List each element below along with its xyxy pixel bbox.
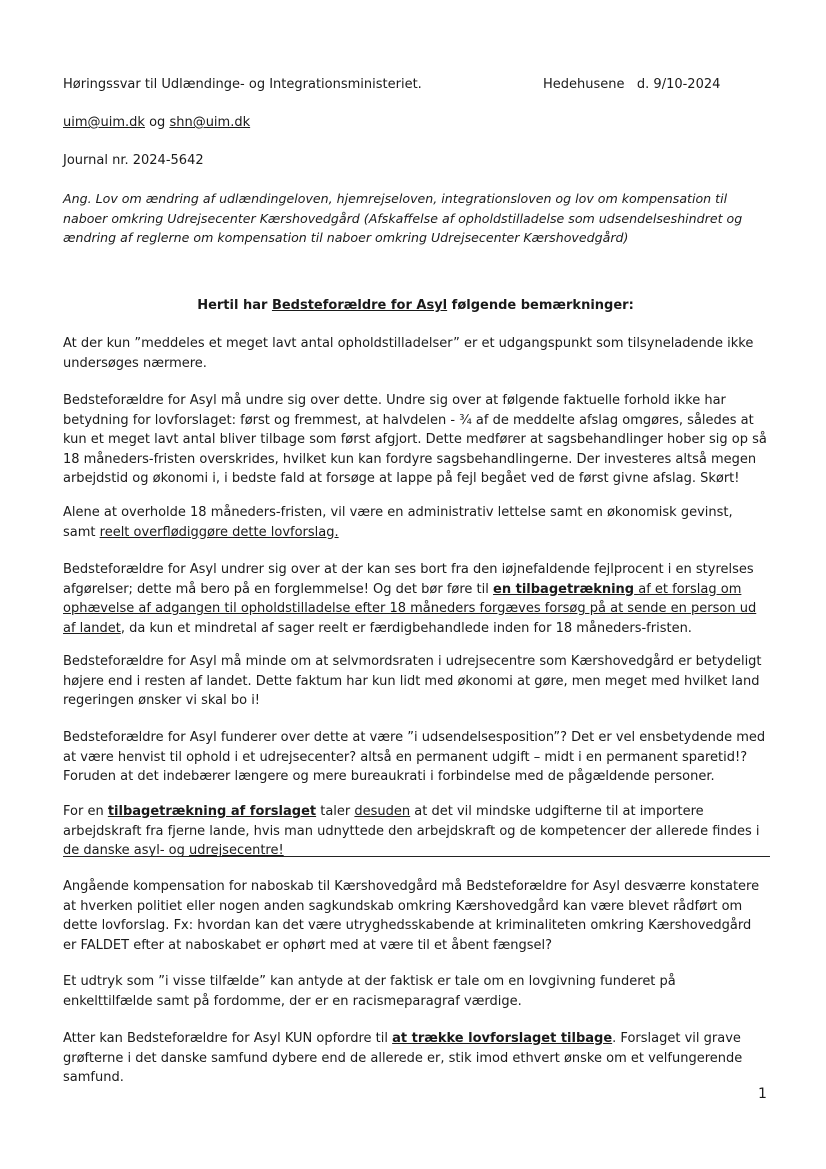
place-date: Hedehusene d. 9/10-2024 — [543, 77, 721, 92]
heading-pre: Hertil har — [197, 298, 272, 313]
paragraph-6: Bedsteforældre for Asyl funderer over dette at være ”i udsendelsesposition”? Det er vel ensbetydende med at være henvist til ophold i et udrejsecenter? altså en permanent udgift – midt i en permanent sparetid!? Foruden at det indebærer længere og mere bureaukrati i forbindelse med de pågældende personer. — [63, 730, 766, 784]
email-separator: og — [144, 115, 170, 130]
p7-underlined: desuden — [354, 804, 411, 819]
p3-text: Alene at overholde 18 måneders-fristen, vil være en administrativ lettelse samt en økonomisk gevinst, samt — [63, 505, 733, 540]
paragraph-9: Et udtryk som ”i visse tilfælde” kan antyde at der faktisk er tale om en lovgivning funderet på enkelttilfælde samt på fordomme, der er en racismeparagraf værdige. — [63, 974, 676, 1009]
paragraph-10 — [63, 1029, 768, 1088]
heading-post: følgende bemærkninger: — [447, 298, 634, 313]
paragraph-4 — [63, 560, 768, 638]
p3-underlined: reelt overflødiggøre dette lovforslag. — [99, 524, 339, 540]
paragraph-1: At der kun ”meddeles et meget lavt antal opholdstilladelser” er et udgangspunkt som tilsyneladende ikke undersøges nærmere. — [63, 336, 754, 371]
email-line — [63, 113, 250, 133]
email-link-shn[interactable]: shn@uim.dk — [169, 115, 251, 130]
paragraph-8: Angående kompensation for naboskab til Kærshovedgård må Bedsteforældre for Asyl desværre konstatere at hverken politiet eller nogen anden sagkundskab omkring Kærshovedgård kan være blevet rådført om dette lovforslag. Fx: hvordan kan det være utryghedsskabende at kriminaliteten omkring Kærshovedgård er FALDET efter at naboskabet er ophørt med at være til et åbent fængsel? — [63, 879, 760, 953]
paragraph-7 — [63, 802, 768, 861]
journal-number: Journal nr. 2024-5642 — [63, 153, 204, 168]
p4-bold: en tilbagetrækning — [493, 581, 635, 597]
p4-underlined: af et forslag om ophævelse af adgangen til opholdstilladelse efter 18 måneders forgæves forsøg på at sende en person ud af landet — [63, 581, 757, 636]
p10-bold: at trække lovforslaget tilbage — [392, 1031, 613, 1046]
page-number: 1 — [758, 1086, 767, 1102]
p7-underlined-end: udrejsecentre! — [189, 843, 284, 858]
p7-text: For en — [63, 804, 108, 819]
recipient-line: Høringssvar til Udlændinge- og Integrationsministeriet. — [63, 77, 422, 92]
p7-bold: tilbagetrækning af forslaget — [107, 804, 317, 819]
p4-text: Bedsteforældre for Asyl undrer sig over at der kan ses bort fra den iøjnefaldende fejlprocent i en styrelses afgørelser; dette må bero på en forglemmelse! Og det bør føre til — [63, 562, 754, 597]
paragraph-2: Bedsteforældre for Asyl må undre sig over dette. Undre sig over at følgende faktuelle forhold ikke har betydning for lovforslaget: først og fremmest, at halvdelen - ¾ af de meddelte afslag omgøres, således at kun et meget lavt antal bliver tilbage som først afgjort. Dette medfører at sagsbehandlinger hober sig op så 18 måneders-fristen overskrides, hvilket kun kan fordyre sagsbehandlingerne. Der investeres altså megen arbejdstid og økonomi i, i bedste fald at forsøge at lappe på fejl begået ved de først givne afslag. Skørt! — [63, 393, 767, 486]
paragraph-5: Bedsteforældre for Asyl må minde om at selvmordsraten i udrejsecentre som Kærshovedgård er betydeligt højere end i resten af landet. Dette faktum har kun lidt med økonomi at gøre, men meget med hvilket land regeringen ønsker vi skal bo i! — [63, 654, 762, 708]
p10-text: Atter kan Bedsteforældre for Asyl KUN opfordre til — [63, 1031, 393, 1046]
paragraph-3 — [63, 503, 768, 542]
email-link-uim[interactable]: uim@uim.dk — [63, 115, 145, 130]
p4-tail: , da kun et mindretal af sager reelt er færdigbehandlede inden for 18 måneders-fristen. — [120, 620, 692, 636]
p7-mid: taler — [316, 804, 355, 819]
subject-line: Ang. Lov om ændring af udlændingeloven, hjemrejseloven, integrationsloven og lov om kompensation til naboer omkring Udrejsecenter Kærshovedgård (Afskaffelse af opholdstilladelse som udsendelseshindret og ændring af reglerne om kompensation til naboer omkring Udrejsecenter Kærshovedgård) — [63, 191, 743, 245]
p7-mid2: at det vil mindske udgifterne til at importere arbejdskraft fra fjerne lande, hvis man udnyttede den arbejdskraft og de kompetencer der allerede findes i de danske asyl- og — [63, 804, 760, 858]
horizontal-rule — [63, 856, 770, 857]
p10-tail: . Forslaget vil grave grøfterne i det danske samfund dybere end de allerede er, stik imod ethvert ønske om et velfungerende samfund. — [63, 1031, 743, 1085]
heading-org: Bedsteforældre for Asyl — [271, 298, 448, 313]
section-heading — [63, 296, 768, 316]
